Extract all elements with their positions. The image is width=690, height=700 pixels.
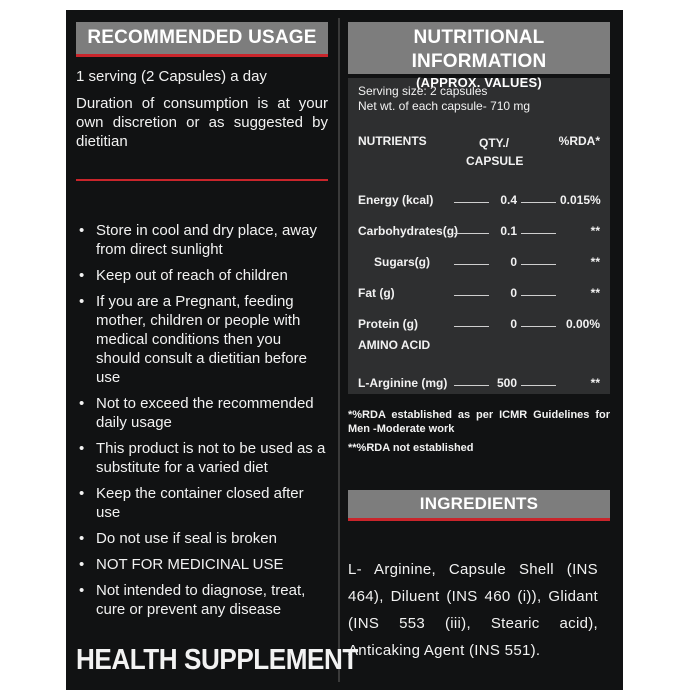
footnote-rda: *%RDA established as per ICMR Guidelines for Men -Moderate work [348,409,610,435]
footnotes [348,408,610,455]
leader-line [521,385,556,386]
nutrient-name: Sugars(g) [374,255,431,269]
list-item-text: Not intended to diagnose, treat, cure or prevent any disease [96,582,306,618]
nutrient-name: Carbohydrates(g) [358,224,459,238]
col-rda: %RDA* [558,134,600,148]
bullet-icon: • [79,293,85,310]
nutrient-name: Energy (kcal) [358,193,434,207]
serving-instruction: 1 serving (2 Capsules) a day [76,68,267,85]
nutrient-qty: 0.4 [500,193,517,207]
leader-line [454,295,489,296]
table-header-row [358,134,600,176]
bullet-icon: • [79,582,85,599]
nutrient-qty: 0 [510,317,517,331]
list-item [76,394,328,432]
leader-line [521,264,556,265]
health-supplement-title: HEALTH SUPPLEMENT [76,644,358,676]
nutrient-name: Fat (g) [358,286,395,300]
leader-line [521,233,556,234]
list-item-text: Keep out of reach of children [96,267,288,284]
nutrition-table [358,134,600,390]
table-row [358,176,600,207]
leader-line [454,326,489,327]
nutrition-subtitle: (APPROX. VALUES) [416,75,542,90]
column-divider [338,18,340,682]
leader-line [454,385,489,386]
table-row [358,359,600,390]
nutrient-rda: ** [590,224,600,238]
list-item [76,292,328,387]
amino-acid-label-row [358,331,600,359]
net-weight: Net wt. of each capsule- 710 mg [358,99,531,113]
bullet-icon: • [79,222,85,239]
nutrition-title: NUTRITIONAL INFORMATION [411,27,547,72]
nutrition-column [348,22,610,659]
nutrient-qty: 0 [510,255,517,269]
table-row [358,300,600,331]
ingredients-text: L- Arginine, Capsule Shell (INS 464), Diluent (INS 460 (i)), Glidant (INS 553 (iii), Stearic acid), Anticaking Agent (INS 551). [348,561,598,659]
usage-divider [76,179,328,181]
table-row [358,238,600,269]
list-item-text: Keep the container closed after use [96,485,304,521]
ingredients-header: INGREDIENTS [348,490,610,521]
nutrient-name: Protein (g) [358,317,418,331]
label-panel [66,10,623,690]
leader-line [521,326,556,327]
bullet-icon: • [79,267,85,284]
table-row [358,269,600,300]
bullet-icon: • [79,530,85,547]
list-item [76,266,328,285]
precautions-list [76,221,328,619]
footnote-not-established: **%RDA not established [348,442,474,454]
list-item-text: NOT FOR MEDICINAL USE [96,556,284,573]
usage-column [76,22,328,626]
amino-acid-label: AMINO ACID [358,338,431,352]
col-qty: QTY./ CAPSULE [466,136,524,168]
col-nutrients: NUTRIENTS [358,134,427,148]
leader-line [521,202,556,203]
list-item [76,555,328,574]
bullet-icon: • [79,395,85,412]
usage-header: RECOMMENDED USAGE [76,22,328,57]
serving-size: Serving size: 2 capsules [358,84,488,98]
nutrient-qty: 0.1 [500,224,517,238]
nutrition-facts-box [348,78,610,394]
nutrient-rda: ** [590,255,600,269]
list-item [76,439,328,477]
table-row [358,207,600,238]
leader-line [521,295,556,296]
nutrient-qty: 0 [510,286,517,300]
bullet-icon: • [79,440,85,457]
nutrient-rda: 0.015% [560,193,601,207]
list-item [76,484,328,522]
nutrient-rda: 0.00% [565,317,600,331]
leader-line [454,202,489,203]
list-item [76,581,328,619]
bullet-icon: • [79,485,85,502]
bullet-icon: • [79,556,85,573]
nutrient-rda: ** [590,286,600,300]
leader-line [454,233,489,234]
list-item [76,529,328,548]
list-item-text: This product is not to be used as a substitute for a varied diet [96,440,326,476]
nutrient-rda: ** [590,376,600,390]
nutrient-qty: 500 [496,376,517,390]
list-item-text: Do not use if seal is broken [96,530,277,547]
list-item-text: Store in cool and dry place, away from direct sunlight [96,222,317,258]
duration-instruction: Duration of consumption is at your own discretion or as suggested by dietitian [76,95,328,150]
list-item-text: If you are a Pregnant, feeding mother, children or people with medical conditions then you should consult a dietitian before use [96,293,307,386]
list-item-text: Not to exceed the recommended daily usage [96,395,314,431]
nutrient-name: L-Arginine (mg) [358,376,448,390]
nutrition-header [348,22,610,90]
leader-line [454,264,489,265]
list-item [76,221,328,259]
